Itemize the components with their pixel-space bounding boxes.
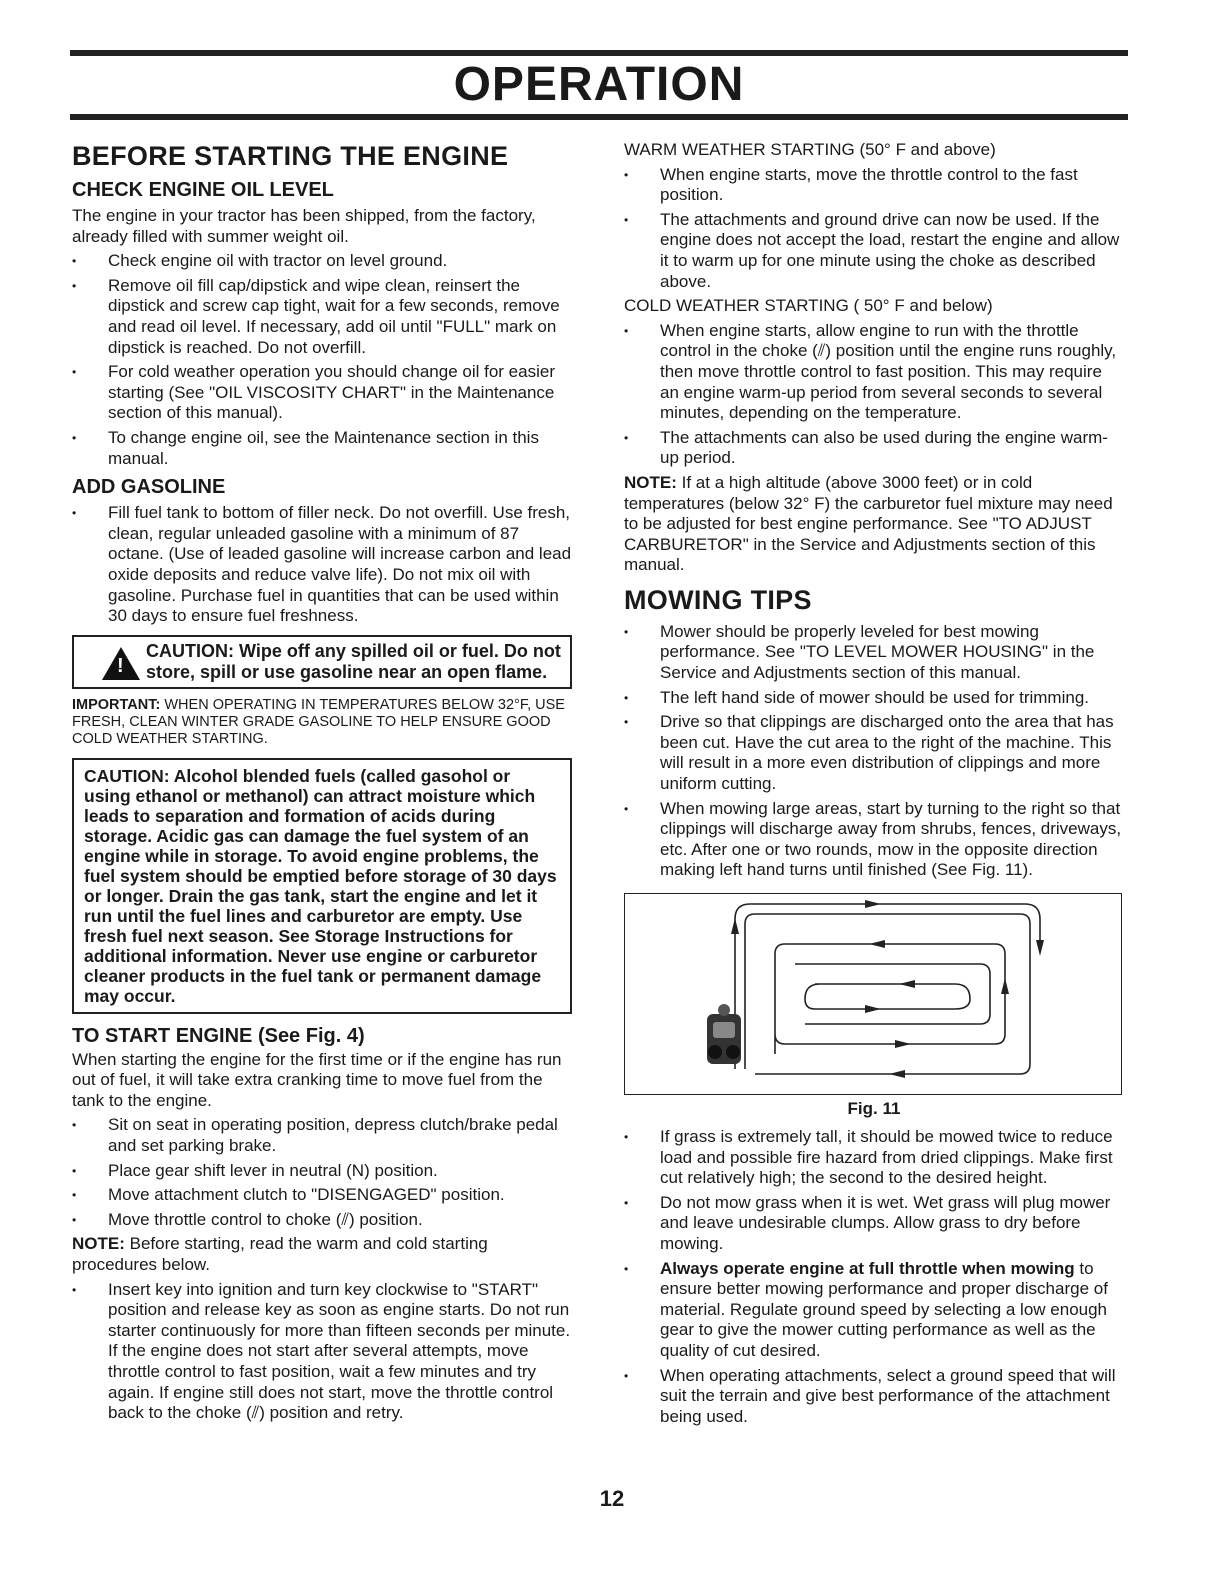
list-item: • The left hand side of mower should be used for trimming.: [624, 688, 1124, 709]
page-number: 12: [599, 1486, 625, 1511]
cold-list: [624, 321, 1124, 469]
list-item: • Sit on seat in operating position, depress clutch/brake pedal and set parking brake.: [72, 1115, 572, 1156]
page-title: OPERATION: [453, 58, 745, 111]
list-item: • Remove oil fill cap/dipstick and wipe clean, reinsert the dipstick and screw cap tight, wait for a few seconds, remove and read oil level. If necessary, add oil until "FULL" mark on dipstick is reached. Do not overfill.: [72, 276, 572, 358]
important-note: [72, 697, 572, 748]
start-list: [72, 1115, 572, 1230]
warm-weather-title: WARM WEATHER STARTING (50° F and above): [624, 140, 996, 159]
start-intro: When starting the engine for the first time or if the engine has run out of fuel, it will take extra cranking time to move fuel from the tank to the engine.: [72, 1049, 562, 1110]
caution-box-alcohol: CAUTION: Alcohol blended fuels (called gasohol or using ethanol or methanol) can attract moisture which leads to separation and formation of acids during storage. Acidic gas can damage the fuel system of an engine while in storage. To avoid engine problems, the fuel system should be emptied before storage of 30 days or longer. Drain the gas tank, start the engine and let it run until the fuel lines and carburetor are empty. Use fresh fuel next season. See Storage Instructions for additional information. Never use engine or carburetor cleaner products in the fuel tank or permanent damage may occur.: [72, 758, 572, 1014]
note-label: NOTE:: [72, 1234, 125, 1254]
caution-box-fuel: [72, 635, 572, 689]
throttle-text: to ensure better mowing performance and proper discharge of material. Regulate ground speed by selecting a low enough gear to give the mower cutting performance as well as the quality of cut desired.: [660, 1258, 1108, 1360]
gas-list: [72, 503, 572, 627]
start-list-2: [72, 1280, 572, 1424]
altitude-note: [624, 473, 1124, 576]
list-item: • Do not mow grass when it is wet. Wet grass will plug mower and leave undesirable clumps. Allow grass to dry before mowing.: [624, 1193, 1124, 1255]
list-item: • When engine starts, allow engine to run with the throttle control in the choke (⫽) position until the engine runs roughly, then move throttle control to fast position. This may require an engine warm-up period from several seconds to several minutes, depending on the temperature.: [624, 321, 1124, 424]
start-note: [72, 1234, 572, 1275]
list-item: • When operating attachments, select a ground speed that will suit the terrain and give best performance of the attachment being used.: [624, 1366, 1124, 1428]
list-item: • If grass is extremely tall, it should be mowed twice to reduce load and possible fire hazard from dried clippings. Make first cut relatively high; the second to the desired height.: [624, 1127, 1124, 1189]
heading-add-gasoline: ADD GASOLINE: [72, 476, 226, 499]
list-item: • The attachments and ground drive can now be used. If the engine does not accept the load, restart the engine and allow it to warm up for one minute using the choke as described above.: [624, 210, 1124, 292]
mowing-list-2: [624, 1127, 1124, 1427]
left-column: [72, 140, 572, 1428]
list-item: • Place gear shift lever in neutral (N) position.: [72, 1161, 572, 1182]
heading-before-starting: BEFORE STARTING THE ENGINE: [72, 141, 509, 171]
list-item: • Fill fuel tank to bottom of filler neck. Do not overfill. Use fresh, clean, regular unleaded gasoline with a minimum of 87 octane. (Use of leaded gasoline will increase carbon and lead oxide deposits and reduce valve life). Do not mix oil with gasoline. Purchase fuel in quantities that can be used within 30 days to ensure fuel freshness.: [72, 503, 572, 627]
list-item: [624, 1259, 1124, 1362]
list-item: • For cold weather operation you should change oil for easier starting (See "OIL VISCOSITY CHART" in the Maintenance section of this manual).: [72, 362, 572, 424]
throttle-bold: Always operate engine at full throttle when mowing: [660, 1258, 1075, 1278]
list-item: • Drive so that clippings are discharged onto the area that has been cut. Have the cut area to the right of the machine. This will result in a more even distribution of clippings and more uniform cutting.: [624, 712, 1124, 794]
figure-caption: Fig. 11: [847, 1099, 901, 1118]
heading-check-oil: CHECK ENGINE OIL LEVEL: [72, 179, 334, 201]
oil-list: [72, 251, 572, 469]
note-label: NOTE:: [624, 472, 677, 492]
list-item: • Insert key into ignition and turn key clockwise to "START" position and release key as soon as engine starts. Do not run starter continuously for more than fifteen seconds per minute. If the engine does not start after several attempts, move throttle control to fast position, wait a few minutes and try again. If engine still does not start, move the throttle control back to the choke (⫽) position and retry.: [72, 1280, 572, 1424]
heading-start-engine: TO START ENGINE (See Fig. 4): [72, 1024, 365, 1047]
list-item: • The attachments can also be used during the engine warm-up period.: [624, 428, 1124, 469]
important-text: WHEN OPERATING IN TEMPERATURES BELOW 32°F, USE FRESH, CLEAN WINTER GRADE GASOLINE TO HELP ENSURE GOOD COLD WEATHER STARTING.: [72, 696, 565, 747]
list-item: • When engine starts, move the throttle control to the fast position.: [624, 165, 1124, 206]
header-rule-bottom: [70, 114, 1128, 120]
cold-weather-title: COLD WEATHER STARTING ( 50° F and below): [624, 296, 993, 316]
important-label: IMPORTANT:: [72, 696, 161, 713]
header-rule-top: [70, 50, 1128, 56]
mowing-list: [624, 622, 1124, 881]
list-item: • To change engine oil, see the Maintenance section in this manual.: [72, 428, 572, 469]
warning-icon: !: [102, 647, 140, 680]
mowing-pattern-figure: [624, 893, 1122, 1095]
oil-intro: The engine in your tractor has been shipped, from the factory, already filled with summer weight oil.: [72, 206, 536, 246]
tractor-icon: [707, 1004, 741, 1064]
right-column: [624, 140, 1124, 1431]
warm-list: [624, 165, 1124, 293]
heading-mowing-tips: MOWING TIPS: [624, 584, 812, 615]
note-text: Before starting, read the warm and cold starting procedures below.: [72, 1234, 488, 1275]
list-item: • Move throttle control to choke (⫽) position.: [72, 1210, 572, 1231]
note-text: If at a high altitude (above 3000 feet) or in cold temperatures (below 32° F) the carburetor fuel mixture may need to be adjusted for best engine performance. See "TO ADJUST CARBURETOR" in the Service and Adjustments section of this manual.: [624, 472, 1113, 575]
list-item: • Move attachment clutch to "DISENGAGED" position.: [72, 1185, 572, 1206]
list-item: • When mowing large areas, start by turning to the right so that clippings will discharge away from shrubs, fences, driveways, etc. After one or two rounds, mow in the opposite direction making left hand turns until finished (See Fig. 11).: [624, 799, 1124, 881]
list-item: • Check engine oil with tractor on level ground.: [72, 251, 572, 272]
caution-text: CAUTION: Wipe off any spilled oil or fuel. Do not store, spill or use gasoline near an open flame.: [146, 640, 561, 682]
mowing-pattern-diagram: [625, 894, 1121, 1094]
list-item: • Mower should be properly leveled for best mowing performance. See "TO LEVEL MOWER HOUSING" in the Service and Adjustments section of this manual.: [624, 622, 1124, 684]
